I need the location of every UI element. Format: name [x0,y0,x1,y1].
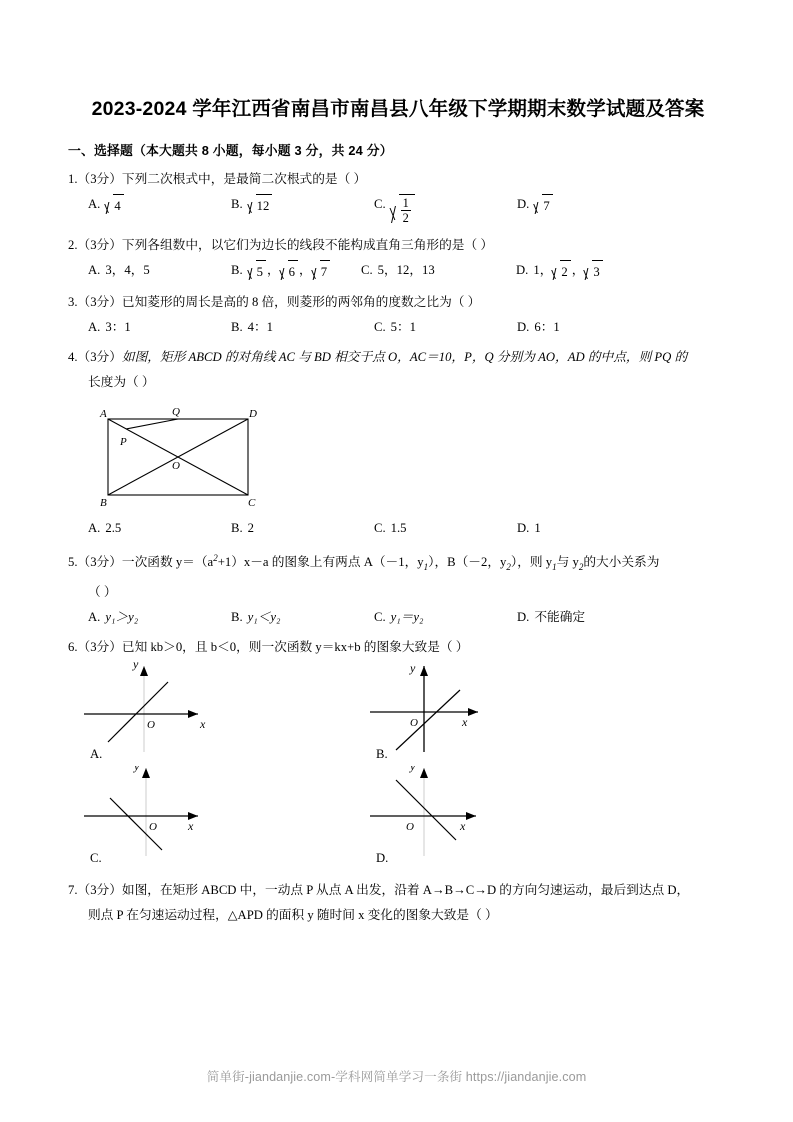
option-d-text: 1 [534,520,541,535]
graph-row-top [76,662,728,766]
option-a[interactable] [88,194,231,216]
option-a[interactable] [88,260,231,280]
question-3-text: 已知菱形的周长是高的 8 倍，则菱形的两邻角的度数之比为（ ） [121,294,481,309]
option-b[interactable] [231,607,374,627]
question-5-options [68,607,728,627]
option-b-text: y₁＜y₂ [247,609,281,624]
sqrt-icon: 2 [553,260,570,282]
option-c-text: 5，12，13 [377,262,435,277]
option-d-label: D. [517,609,530,624]
rectangle-figure-svg [86,399,286,507]
question-4-text-line2: 长度为（ ） [88,374,155,389]
option-b-label: B. [231,520,243,535]
graph-option-a-label: A. [90,746,103,761]
option-b-radicand: 12 [256,194,273,216]
question-5-stem [68,548,728,578]
option-a-label: A. [88,520,101,535]
option-d-label: D. [517,197,530,211]
label-Q: Q [172,405,180,418]
question-7-text-line2: 则点 P 在匀速运动过程，△APD 的面积 y 随时间 x 变化的图象大致是（ ） [88,907,498,922]
axis-label-y: y [133,661,139,671]
graph-d-svg [362,766,532,858]
fraction [400,196,412,225]
option-d-text: 不能确定 [534,609,586,624]
question-2-stem [68,235,728,256]
question-2-number: 2. [68,237,78,252]
option-c[interactable] [374,194,517,225]
sqrt-icon: 5 [249,260,266,282]
option-c[interactable] [374,518,517,538]
question-3-stem [68,292,728,313]
option-a-text: 3：1 [105,319,131,334]
question-7 [68,880,728,926]
option-b-label: B. [231,197,243,211]
question-5-text-post2: 与 y [556,555,579,570]
question-5-text-line2: （ ） [88,584,117,599]
question-1-marks: （3分） [77,172,122,186]
option-c-label: C. [374,197,386,211]
question-1-options [68,194,728,225]
sqrt-icon [106,194,123,216]
option-d-label: D. [517,319,530,334]
option-b-text: 4：1 [247,319,274,334]
question-2-options [68,260,728,282]
graph-option-c[interactable] [76,766,362,870]
axis-label-x: x [462,714,468,729]
question-7-text-line1: 如图，在矩形 ABCD 中，一动点 P 从点 A 出发，沿着 A→B→C→D 的方向匀速运动，最后到达点 D， [121,882,690,897]
page-title: 2023-2024 学年江西省南昌市南昌县八年级下学期期末数学试题及答案 [91,98,705,120]
question-4-stem [68,347,728,368]
option-a-label: A. [88,262,101,277]
option-d-text: 6：1 [534,319,560,334]
question-2-text: 下列各组数中，以它们为边长的线段不能构成直角三角形的是（ ） [121,237,494,252]
option-a-label: A. [88,609,101,624]
origin-label: O [147,718,155,731]
origin-label: O [406,820,414,833]
option-a[interactable] [88,518,231,538]
option-c-label: C. [361,262,373,277]
question-7-number: 7. [68,882,78,897]
graph-c-svg [76,766,246,858]
option-d[interactable] [517,607,660,627]
question-6-marks: （3分） [77,639,122,654]
option-c-text: 5：1 [390,319,417,334]
option-a-text: 2.5 [105,520,122,535]
question-6-text: 已知 kb＞0，且 b＜0，则一次函数 y＝kx+b 的图象大致是（ ） [121,639,469,654]
footer-watermark: 简单街-jiandanjie.com-学科网简单学习一条街 https://jiandanjie.com [206,1070,587,1084]
option-d[interactable]: D. 1， 2 ， 3 [516,260,604,282]
question-5-marks: （3分） [77,555,122,570]
option-c[interactable] [374,607,517,627]
axis-label-x: x [200,716,206,731]
option-b[interactable]: B. 5 ， 6 ， 7 [231,260,361,282]
graph-option-b-label: B. [376,746,388,761]
axis-label-x: x [460,818,466,833]
subscript: 2 [578,561,584,572]
question-7-marks: （3分） [77,882,122,897]
question-5-text-post3: 的大小关系为 [583,555,660,570]
label-P: P [120,435,127,448]
question-2-marks: （3分） [77,237,122,252]
option-b[interactable] [231,194,374,216]
question-4-text-line1: 如图，矩形 ABCD 的对角线 AC 与 BD 相交于点 O，AC＝10，P，Q 分别为 AO，AD 的中点，则 PQ 的 [121,349,688,364]
axis-label-y: y [410,661,416,675]
subscript: 2 [506,561,511,572]
question-3-options [68,317,728,337]
question-5-text-mid2: ），B（－2，y [428,555,507,570]
option-a-label: A. [88,319,101,334]
option-d[interactable] [517,194,660,216]
option-a-label: A. [88,197,101,211]
question-5-text-mid: +1）x－a 的图象上有两点 A（－1，y [217,555,424,570]
option-c-text: y₁＝y₂ [390,609,424,624]
option-d-radicand: 7 [542,194,552,216]
rectangle-diagonals-figure [68,399,728,514]
fraction-numerator: 1 [402,196,409,210]
option-b-label: B. [231,319,243,334]
label-C: C [248,496,256,507]
axis-label-y: y [134,765,140,773]
question-2 [68,235,728,282]
option-a-radicand: 4 [113,194,123,216]
sqrt-icon [392,194,415,225]
option-b[interactable] [231,317,374,337]
question-5 [68,548,728,627]
question-1-stem [68,169,728,190]
graph-option-b[interactable] [362,662,648,766]
option-d[interactable] [517,518,660,538]
option-c[interactable] [374,317,517,337]
sqrt-icon: 6 [281,260,298,282]
label-D: D [249,407,257,420]
graph-option-c-label: C. [90,850,102,865]
question-6-stem [68,637,728,658]
question-6-graph-options [68,662,728,870]
graph-b-svg [362,662,532,754]
option-d[interactable] [517,317,660,337]
question-7-stem [68,880,728,901]
subscript: 1 [423,561,429,572]
option-b-text: 2 [247,520,254,535]
option-d-label: D. [517,520,530,535]
origin-label: O [149,820,157,833]
graph-option-d-label: D. [376,850,389,865]
option-c[interactable] [361,260,516,280]
option-a-text: 3，4，5 [105,262,150,277]
option-c-label: C. [374,520,386,535]
subscript: 1 [552,561,557,572]
sqrt-icon [535,194,552,216]
option-c-label: C. [374,609,386,624]
question-5-text-post: ），则 y [510,555,553,570]
sqrt-icon [249,194,273,216]
question-3-marks: （3分） [77,294,122,309]
graph-option-d[interactable] [362,766,648,870]
question-5-text-pre: 一次函数 y＝（a [121,555,214,570]
question-1-text: 下列二次根式中，是最简二次根式的是（ ） [121,172,367,186]
label-A: A [100,407,107,420]
fraction-denominator: 2 [402,211,409,226]
sqrt-icon: 3 [585,260,602,282]
question-6 [68,637,728,870]
option-b-label: B. [231,609,243,624]
origin-label: O [410,716,418,729]
option-c-label: C. [374,319,386,334]
question-4-options [68,518,728,538]
option-b[interactable] [231,518,374,538]
question-4 [68,347,728,538]
question-4-marks: （3分） [77,349,122,364]
question-3 [68,292,728,337]
option-d-label: D. [516,262,529,277]
sqrt-icon: 7 [313,260,330,282]
question-6-number: 6. [68,639,78,654]
axis-label-x: x [188,818,194,833]
option-c-text: 1.5 [390,520,407,535]
exponent: 2 [213,552,218,563]
option-a[interactable] [88,607,231,627]
question-5-number: 5. [68,555,78,570]
option-b-label: B. [231,262,243,277]
option-a-text: y₁＞y₂ [105,609,139,624]
graph-row-bottom [76,766,728,870]
question-3-number: 3. [68,294,78,309]
option-a[interactable] [88,317,231,337]
axis-label-y: y [410,765,416,773]
section-header: 一、选择题（本大题共 8 小题，每小题 3 分，共 24 分） [68,143,393,158]
question-1 [68,169,728,225]
graph-a-svg [76,662,246,754]
question-1-number: 1. [68,172,78,186]
question-4-number: 4. [68,349,78,364]
document-content [68,92,728,930]
label-O: O [172,459,180,472]
graph-option-a[interactable] [76,662,362,766]
label-B: B [100,496,107,507]
